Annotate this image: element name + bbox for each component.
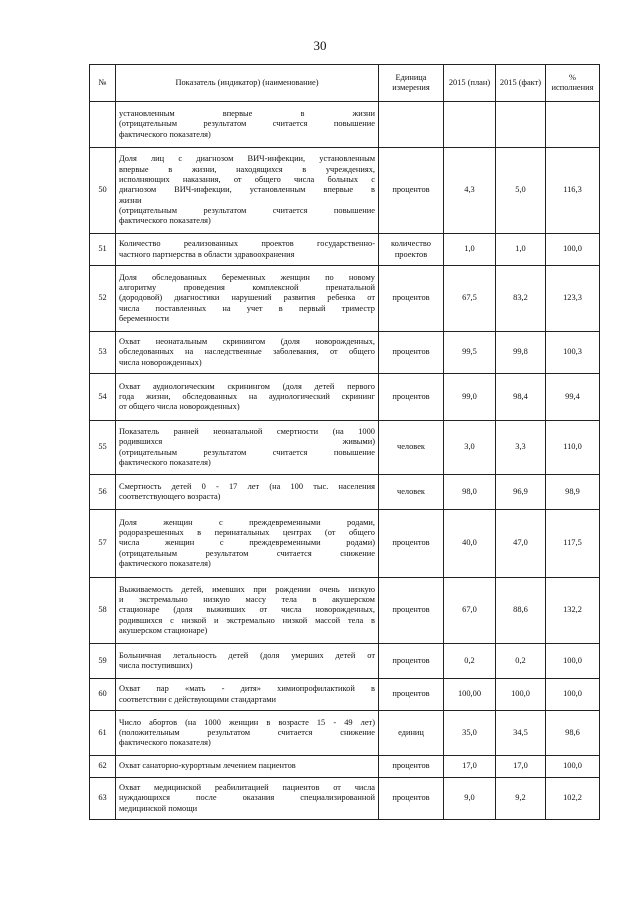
indicator-name-line: числа поступивших) [119, 661, 193, 670]
indicator-name-line: родоразрешенных в перинатальных центрах (от общего [119, 528, 375, 538]
indicator-name-line: Количество реализованных проектов государственно- [119, 239, 375, 249]
indicator-name-line: фактического показателя) [119, 457, 211, 467]
table-row [90, 234, 600, 266]
indicator-name [116, 679, 379, 711]
indicator-name-line: медицинской помощи [119, 803, 198, 813]
plan-value: 67,5 [444, 266, 496, 332]
indicator-name-line: Больничная летальность детей (доля умерших детей от [119, 650, 375, 660]
fact-value: 98,4 [496, 374, 546, 421]
plan-value: 99,5 [444, 332, 496, 374]
fact-value: 3,3 [496, 421, 546, 475]
header-name: Показатель (индикатор) (наименование) [116, 65, 379, 102]
row-number: 55 [90, 421, 116, 475]
fact-value: 0,2 [496, 644, 546, 679]
indicator-name-line: Доля лиц с диагнозом ВИЧ-инфекции, установленным [119, 154, 375, 164]
indicator-name-line: Число абортов (на 1000 женщин в возрасте 15 - 49 лет) [119, 717, 375, 727]
plan-value: 35,0 [444, 711, 496, 756]
unit-cell: процентов [379, 510, 444, 578]
row-number: 56 [90, 475, 116, 510]
unit-cell: единиц [379, 711, 444, 756]
percent-value [546, 102, 600, 148]
indicator-name [116, 756, 379, 778]
indicator-name [116, 102, 379, 148]
indicator-name [116, 421, 379, 475]
unit-cell: человек [379, 475, 444, 510]
row-number: 52 [90, 266, 116, 332]
row-number [90, 102, 116, 148]
table-row [90, 756, 600, 778]
row-number: 61 [90, 711, 116, 756]
fact-value: 83,2 [496, 266, 546, 332]
plan-value: 0,2 [444, 644, 496, 679]
table-row [90, 679, 600, 711]
table-row [90, 578, 600, 644]
indicator-name [116, 148, 379, 234]
table-row [90, 148, 600, 234]
header-num: № [90, 65, 116, 102]
indicator-name [116, 266, 379, 332]
page-number: 30 [313, 38, 327, 53]
indicator-name-line: и экстремально низкую массу тела в акушерском [119, 595, 375, 605]
header-unit: Единица измерения [379, 65, 444, 102]
row-number: 54 [90, 374, 116, 421]
header-plan: 2015 (план) [444, 65, 496, 102]
plan-value: 98,0 [444, 475, 496, 510]
fact-value: 99,8 [496, 332, 546, 374]
unit-cell: количество проектов [379, 234, 444, 266]
indicator-name-line: родившихся с низкой и экстремально низкой массой тела в [119, 615, 375, 625]
indicator-name-line: Охват медицинской реабилитацией пациентов от числа [119, 783, 375, 793]
percent-value: 100,0 [546, 679, 600, 711]
indicator-name-line: (положительным результатом считается снижение [119, 727, 375, 737]
header-fact: 2015 (факт) [496, 65, 546, 102]
table-row [90, 374, 600, 421]
percent-value: 132,2 [546, 578, 600, 644]
unit-cell: процентов [379, 756, 444, 778]
fact-value: 47,0 [496, 510, 546, 578]
indicator-name [116, 510, 379, 578]
indicator-name-line: фактического показателя) [119, 216, 211, 226]
indicator-name-line: числа новорожденных) [119, 357, 202, 367]
unit-cell: процентов [379, 578, 444, 644]
unit-cell: процентов [379, 778, 444, 820]
row-number: 58 [90, 578, 116, 644]
percent-value: 98,9 [546, 475, 600, 510]
indicator-name [116, 578, 379, 644]
row-number: 62 [90, 756, 116, 778]
indicator-name-line: соответствующего возраста) [119, 492, 221, 501]
row-number: 53 [90, 332, 116, 374]
plan-value: 100,00 [444, 679, 496, 711]
fact-value: 17,0 [496, 756, 546, 778]
plan-value [444, 102, 496, 148]
table-row [90, 332, 600, 374]
indicator-name-line: фактического показателя) [119, 129, 211, 139]
indicator-name-line: диагнозом ВИЧ-инфекции, установленным впервые в [119, 185, 375, 195]
indicator-name-line: Охват санаторно-курортным лечением пациентов [119, 761, 296, 771]
table-row [90, 510, 600, 578]
percent-value: 100,0 [546, 756, 600, 778]
unit-cell: процентов [379, 679, 444, 711]
table-row [90, 475, 600, 510]
indicator-name-line: (отрицательным результатом считается повышение [119, 205, 375, 215]
unit-cell: процентов [379, 148, 444, 234]
indicator-name-line: беременности [119, 313, 170, 323]
indicator-name-line: Доля женщин с преждевременными родами, [119, 517, 375, 527]
row-number: 59 [90, 644, 116, 679]
indicator-name [116, 644, 379, 679]
indicator-name-line: Охват пар «мать - дитя» химиопрофилактикой в [119, 684, 375, 694]
indicator-name-line: Охват аудиологическим скринингом (доля детей первого [119, 381, 375, 391]
indicator-name [116, 374, 379, 421]
unit-cell: процентов [379, 332, 444, 374]
unit-cell: процентов [379, 644, 444, 679]
indicator-name-line: Смертность детей 0 - 17 лет (на 100 тыс. населения [119, 481, 375, 491]
percent-value: 98,6 [546, 711, 600, 756]
percent-value: 110,0 [546, 421, 600, 475]
unit-cell: процентов [379, 266, 444, 332]
indicator-name-line: родившихся живыми) [119, 437, 375, 447]
indicator-name-line: Доля обследованных беременных женщин по новому [119, 272, 375, 282]
fact-value: 100,0 [496, 679, 546, 711]
fact-value: 5,0 [496, 148, 546, 234]
unit-cell: процентов [379, 374, 444, 421]
plan-value: 4,3 [444, 148, 496, 234]
row-number: 63 [90, 778, 116, 820]
table-row [90, 644, 600, 679]
indicator-name-line: числа поставленных на учет в первый триместр [119, 303, 375, 313]
plan-value: 9,0 [444, 778, 496, 820]
indicator-name-line: жизни [119, 195, 142, 205]
plan-value: 3,0 [444, 421, 496, 475]
plan-value: 40,0 [444, 510, 496, 578]
indicator-name-line: стационаре (доля выживших от числа новорожденных, [119, 605, 375, 615]
percent-value: 117,5 [546, 510, 600, 578]
percent-value: 99,4 [546, 374, 600, 421]
percent-value: 123,3 [546, 266, 600, 332]
indicator-name [116, 332, 379, 374]
fact-value: 96,9 [496, 475, 546, 510]
percent-value: 100,0 [546, 234, 600, 266]
indicator-name-line: числа женщин с преждевременными родами) [119, 538, 375, 548]
indicator-name-line: (отрицательным результатом считается снижение [119, 548, 375, 558]
indicator-name-line: алгоритму проведения комплексной пренатальной [119, 283, 375, 293]
unit-cell: человек [379, 421, 444, 475]
unit-cell [379, 102, 444, 148]
plan-value: 17,0 [444, 756, 496, 778]
table-row [90, 711, 600, 756]
row-number: 51 [90, 234, 116, 266]
indicator-name-line: нуждающихся после оказания специализированной [119, 793, 375, 803]
indicator-name-line: частного партнерства в области здравоохранения [119, 249, 295, 259]
indicator-name-line: года жизни, обследованных на аудиологический скрининг [119, 391, 375, 401]
indicator-name [116, 778, 379, 820]
indicator-name-line: впервые в жизни, находящихся в учреждениях, [119, 164, 375, 174]
percent-value: 100,0 [546, 644, 600, 679]
table-row [90, 102, 600, 148]
plan-value: 1,0 [444, 234, 496, 266]
table-row [90, 421, 600, 475]
indicator-name-line: фактического показателя) [119, 738, 211, 748]
header-pct: % исполнения [546, 65, 600, 102]
fact-value: 9,2 [496, 778, 546, 820]
indicator-name-line: исполняющих наказания, от общего числа больных с [119, 175, 375, 185]
row-number: 57 [90, 510, 116, 578]
indicator-name-line: Показатель ранней неонатальной смертности (на 1000 [119, 426, 375, 436]
indicator-name-line: обследованных на наследственные заболевания, от общего [119, 347, 375, 357]
row-number: 50 [90, 148, 116, 234]
percent-value: 100,3 [546, 332, 600, 374]
indicator-name-line: от общего числа новорожденных) [119, 402, 240, 412]
plan-value: 99,0 [444, 374, 496, 421]
indicator-name [116, 234, 379, 266]
indicator-name-line: фактического показателя) [119, 558, 211, 568]
fact-value [496, 102, 546, 148]
indicator-name-line: (отрицательным результатом считается повышение [119, 447, 375, 457]
table-header-row [90, 65, 600, 102]
indicator-name-line: Охват неонатальным скринингом (доля новорожденных, [119, 337, 375, 347]
table-row [90, 266, 600, 332]
table-row [90, 778, 600, 820]
table-body [90, 102, 600, 820]
indicator-name-line: соответствии с действующими стандартами [119, 694, 276, 704]
indicators-table [89, 64, 600, 820]
row-number: 60 [90, 679, 116, 711]
percent-value: 102,2 [546, 778, 600, 820]
indicator-name-line: (отрицательным результатом считается повышение [119, 119, 375, 129]
indicator-name [116, 475, 379, 510]
indicator-name-line: (дородовой) диагностики нарушений развития ребенка от [119, 293, 375, 303]
indicator-name [116, 711, 379, 756]
percent-value: 116,3 [546, 148, 600, 234]
fact-value: 34,5 [496, 711, 546, 756]
indicator-name-line: акушерском стационаре) [119, 625, 208, 635]
fact-value: 88,6 [496, 578, 546, 644]
plan-value: 67,0 [444, 578, 496, 644]
indicator-name-line: Выживаемость детей, имевших при рождении очень низкую [119, 584, 375, 594]
fact-value: 1,0 [496, 234, 546, 266]
indicator-name-line: установленным впервые в жизни [119, 109, 375, 119]
